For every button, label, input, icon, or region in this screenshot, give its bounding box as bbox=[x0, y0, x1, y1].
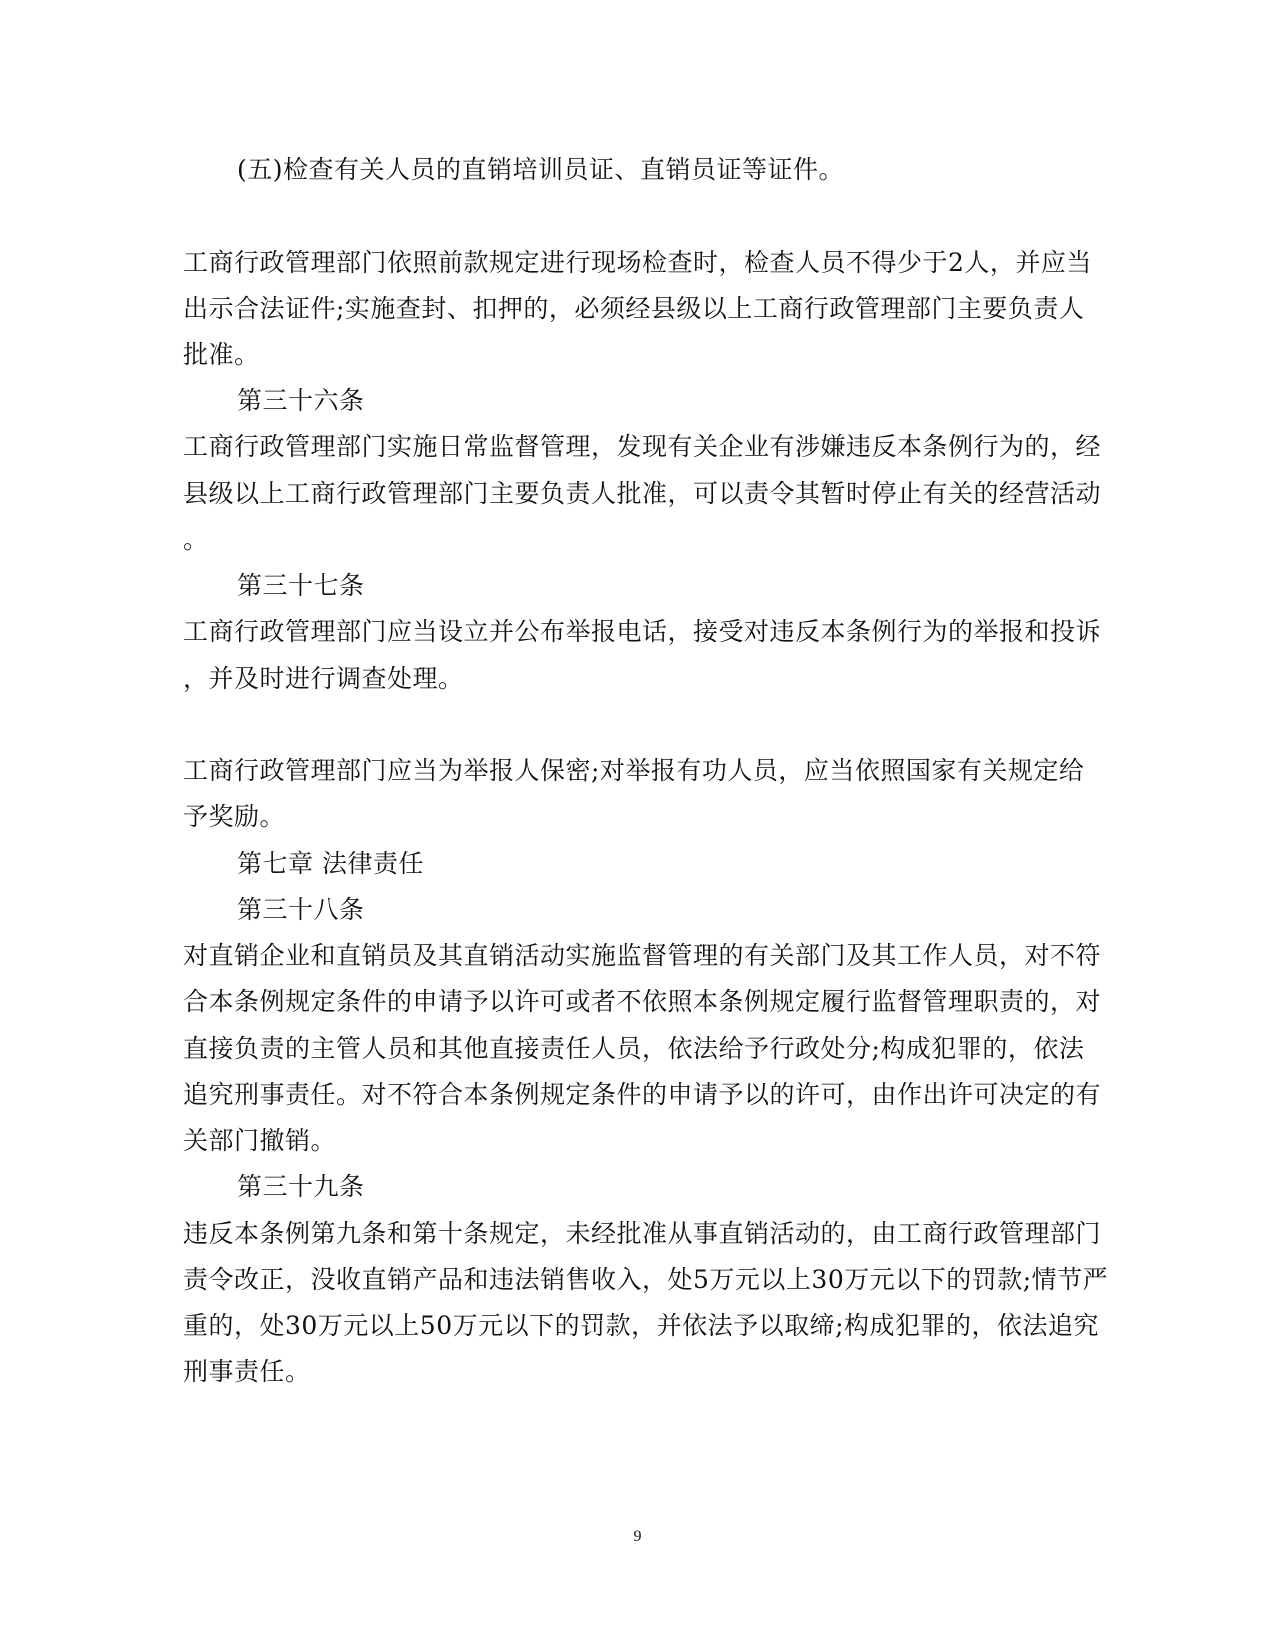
chapter-heading-7: 第七章 法律责任 bbox=[237, 849, 424, 878]
paragraph-line: 对直销企业和直销员及其直销活动实施监督管理的有关部门及其工作人员，对不符 bbox=[183, 941, 1102, 970]
paragraph-line: 工商行政管理部门应当为举报人保密;对举报有功人员，应当依照国家有关规定给 bbox=[183, 756, 1085, 785]
paragraph-line: 重的，处30万元以上50万元以下的罚款，并依法予以取缔;构成犯罪的，依法追究 bbox=[183, 1311, 1100, 1340]
paragraph-line: 工商行政管理部门依照前款规定进行现场检查时，检查人员不得少于2人，并应当 bbox=[183, 248, 1092, 277]
paragraph-line: 追究刑事责任。对不符合本条例规定条件的申请予以的许可，由作出许可决定的有 bbox=[183, 1080, 1102, 1109]
article-heading-37: 第三十七条 bbox=[237, 571, 365, 600]
paragraph-line: 违反本条例第九条和第十条规定，未经批准从事直销活动的，由工商行政管理部门 bbox=[183, 1219, 1102, 1248]
paragraph-line: ，并及时进行调查处理。 bbox=[183, 664, 464, 693]
article-heading-36: 第三十六条 bbox=[237, 386, 365, 415]
article-heading-38: 第三十八条 bbox=[237, 895, 365, 924]
paragraph-line: 批准。 bbox=[183, 340, 260, 369]
paragraph-line: 。 bbox=[183, 525, 209, 554]
paragraph-line: 工商行政管理部门实施日常监督管理，发现有关企业有涉嫌违反本条例行为的，经 bbox=[183, 432, 1102, 461]
paragraph-line: 刑事责任。 bbox=[183, 1357, 311, 1386]
page-number: 9 bbox=[633, 1528, 642, 1545]
paragraph-line: 合本条例规定条件的申请予以许可或者不依照本条例规定履行监督管理职责的，对 bbox=[183, 987, 1102, 1016]
paragraph-line: 予奖励。 bbox=[183, 802, 286, 831]
paragraph-line: 直接负责的主管人员和其他直接责任人员，依法给予行政处分;构成犯罪的，依法 bbox=[183, 1034, 1085, 1063]
paragraph-line: 出示合法证件;实施查封、扣押的，必须经县级以上工商行政管理部门主要负责人 bbox=[183, 294, 1085, 323]
paragraph-line: 关部门撤销。 bbox=[183, 1126, 337, 1155]
clause-item-five: (五)检查有关人员的直销培训员证、直销员证等证件。 bbox=[237, 155, 845, 184]
paragraph-line: 县级以上工商行政管理部门主要负责人批准，可以责令其暂时停止有关的经营活动 bbox=[183, 479, 1102, 508]
paragraph-line: 责令改正，没收直销产品和违法销售收入，处5万元以上30万元以下的罚款;情节严 bbox=[183, 1265, 1109, 1294]
paragraph-line: 工商行政管理部门应当设立并公布举报电话，接受对违反本条例行为的举报和投诉 bbox=[183, 617, 1102, 646]
article-heading-39: 第三十九条 bbox=[237, 1172, 365, 1201]
